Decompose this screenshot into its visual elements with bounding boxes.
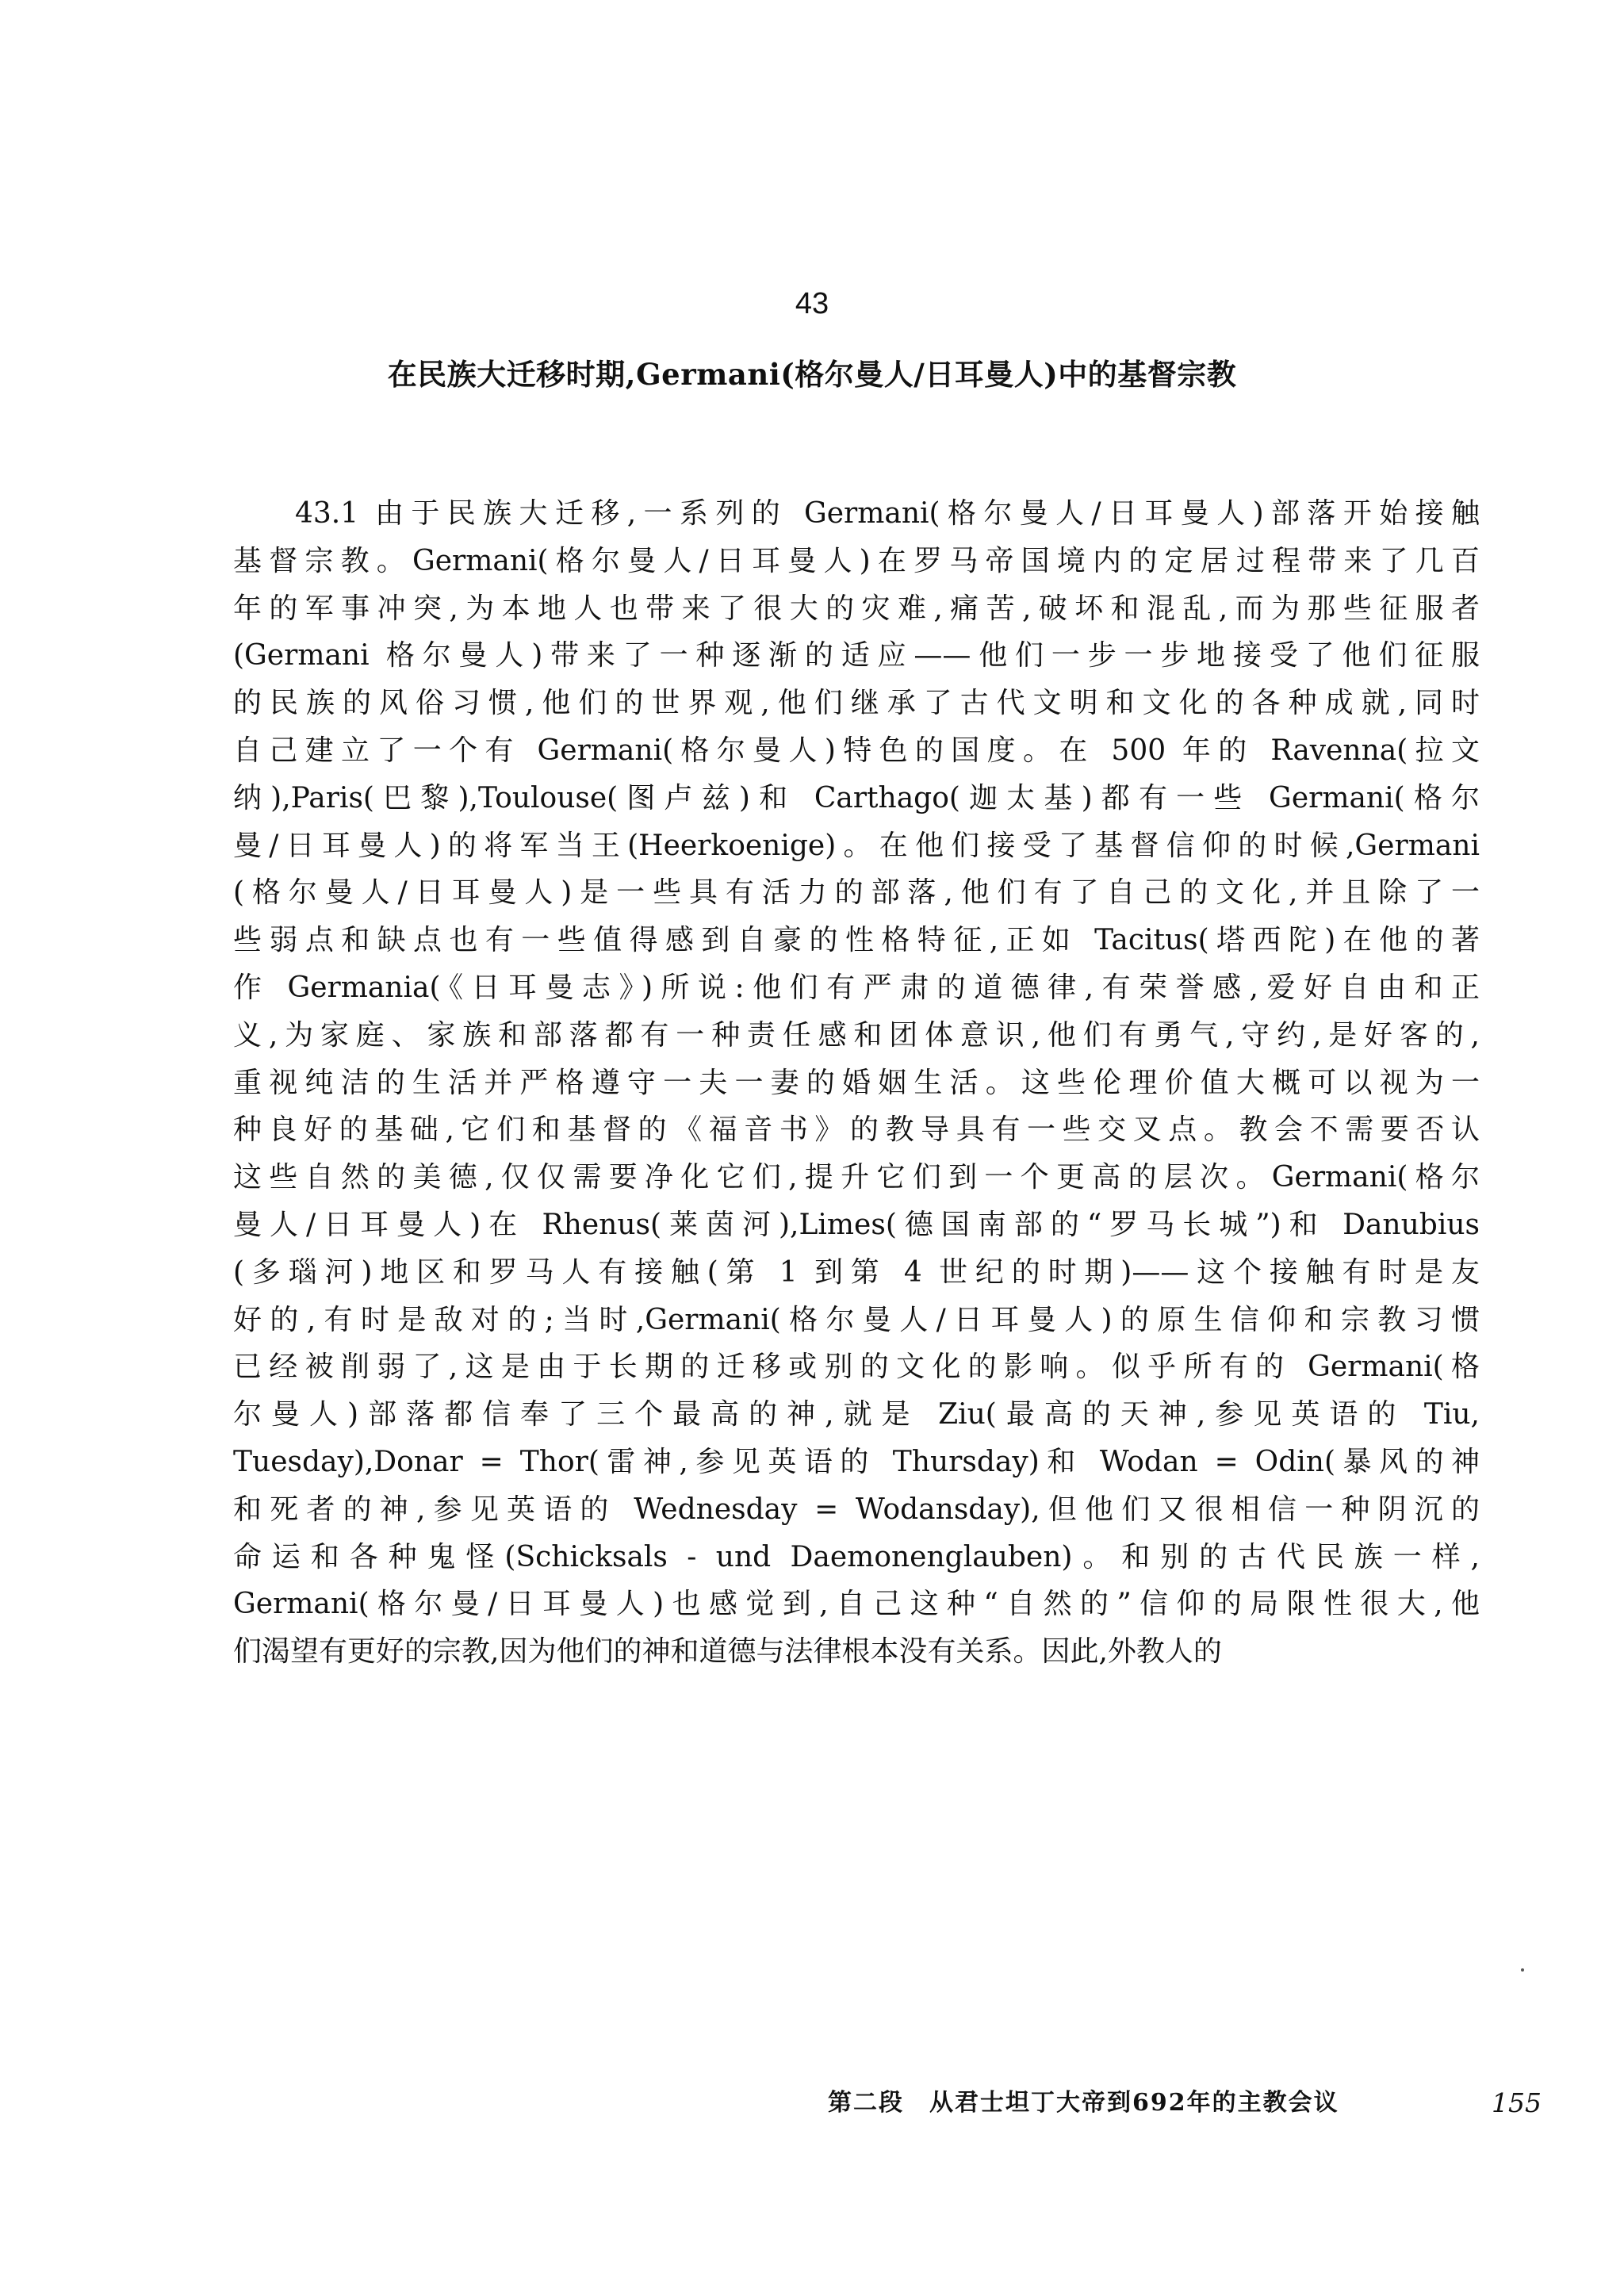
text-line: (Germani 格尔曼人)带来了一种逐渐的适应——他们一步一步地接受了他们征服	[233, 639, 1480, 673]
text-line: 好的,有时是敌对的;当时,Germani(格尔曼人/日耳曼人)的原生信仰和宗教习惯	[233, 1303, 1480, 1336]
text-line: 作 Germania(《日耳曼志》)所说:他们有严肃的道德律,有荣誉感,爱好自由和正	[233, 971, 1480, 1004]
text-line: 43.1 由于民族大迁移,一系列的 Germani(格尔曼人/日耳曼人)部落开始接触	[295, 497, 1480, 530]
text-line: 命运和各种鬼怪(Schicksals - und Daemonenglauben)。和别的古代民族一样,	[233, 1540, 1480, 1573]
footer-section-title: 第二段 从君士坦丁大帝到692年的主教会议	[828, 2089, 1339, 2117]
body-paragraph	[233, 490, 1480, 1676]
text-line: 曼/日耳曼人)的将军当王(Heerkoenige)。在他们接受了基督信仰的时候,Germani	[233, 829, 1480, 862]
chapter-number: 43	[795, 287, 829, 320]
text-line: 已经被削弱了,这是由于长期的迁移或别的文化的影响。似乎所有的 Germani(格	[233, 1351, 1480, 1384]
text-line: (格尔曼人/日耳曼人)是一些具有活力的部落,他们有了自己的文化,并且除了一	[233, 876, 1480, 910]
text-line: (多瑙河)地区和罗马人有接触(第 1 到第 4 世纪的时期)——这个接触有时是友	[233, 1255, 1480, 1289]
text-line: 自己建立了一个有 Germani(格尔曼人)特色的国度。在 500 年的 Ravenna(拉文	[233, 734, 1480, 767]
text-line: 年的军事冲突,为本地人也带来了很大的灾难,痛苦,破坏和混乱,而为那些征服者	[233, 592, 1480, 625]
text-line: 重视纯洁的生活并严格遵守一夫一妻的婚姻生活。这些伦理价值大概可以视为一	[233, 1066, 1480, 1099]
text-line: Tuesday),Donar = Thor(雷神,参见英语的 Thursday)和 Wodan = Odin(暴风的神	[233, 1445, 1480, 1478]
text-line: Germani(格尔曼/日耳曼人)也感觉到,自己这种“自然的”信仰的局限性很大,他	[233, 1588, 1480, 1621]
text-line: 尔曼人)部落都信奉了三个最高的神,就是 Ziu(最高的天神,参见英语的 Tiu,	[233, 1398, 1480, 1431]
text-line: 曼人/日耳曼人)在 Rhenus(莱茵河),Limes(德国南部的“罗马长城”)和 Danubius	[233, 1208, 1480, 1241]
text-line: 种良好的基础,它们和基督的《福音书》的教导具有一些交叉点。教会不需要否认	[233, 1113, 1480, 1147]
text-line: 些弱点和缺点也有一些值得感到自豪的性格特征,正如 Tacitus(塔西陀)在他的著	[233, 924, 1480, 957]
text-line: 义,为家庭、家族和部落都有一种责任感和团体意识,他们有勇气,守约,是好客的,	[233, 1018, 1480, 1052]
chapter-title: 在民族大迁移时期,Germani(格尔曼人/日耳曼人)中的基督宗教	[387, 357, 1237, 392]
text-line: 的民族的风俗习惯,他们的世界观,他们继承了古代文明和文化的各种成就,同时	[233, 687, 1480, 720]
text-line: 们渴望有更好的宗教,因为他们的神和道德与法律根本没有关系。因此,外教人的	[233, 1635, 1222, 1669]
text-line: 和死者的神,参见英语的 Wednesday = Wodansday),但他们又很相信一种阴沉的	[233, 1493, 1480, 1526]
text-line: 基督宗教。Germani(格尔曼人/日耳曼人)在罗马帝国境内的定居过程带来了几百	[233, 544, 1480, 577]
text-line: 这些自然的美德,仅仅需要净化它们,提升它们到一个更高的层次。Germani(格尔	[233, 1161, 1480, 1194]
page-number: 155	[1492, 2087, 1542, 2118]
running-footer	[828, 2086, 1542, 2121]
text-line: 纳),Paris(巴黎),Toulouse(图卢兹)和 Carthago(迦太基)都有一些 Germani(格尔	[233, 781, 1480, 814]
print-speck	[1521, 1968, 1524, 1972]
